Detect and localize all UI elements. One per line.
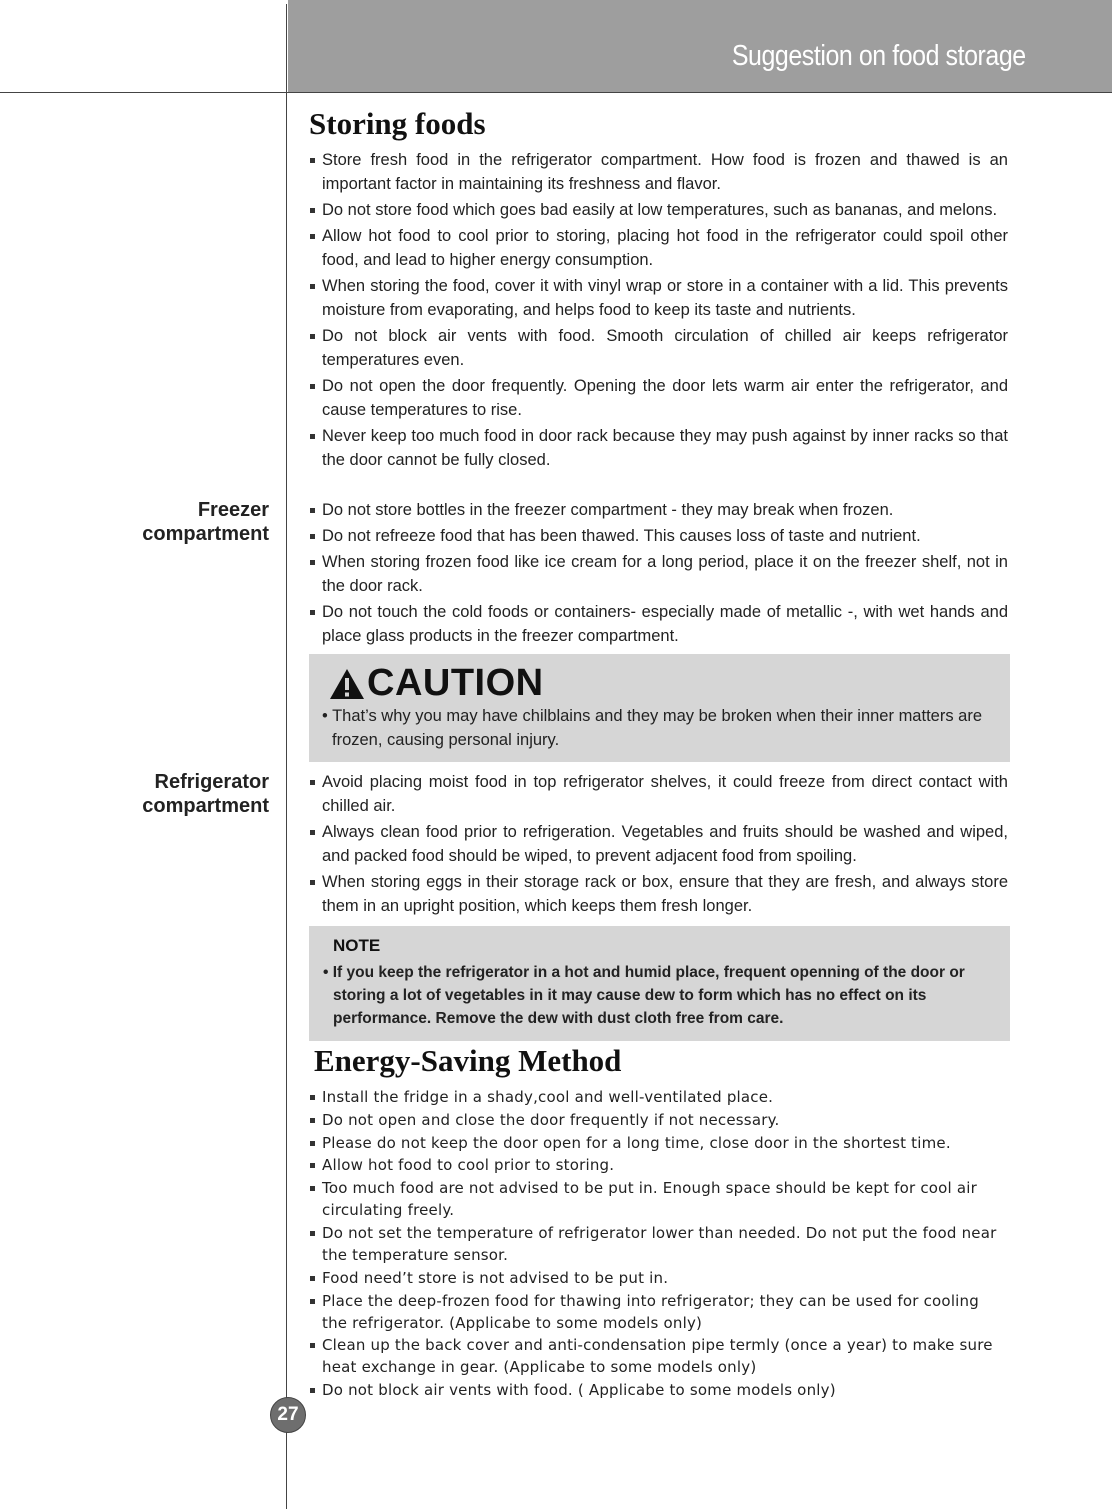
freezer-compartment-label: Freezer compartment	[142, 499, 269, 545]
list-item: Do not touch the cold foods or containers- especially made of metallic -, with wet hands and place glass products in the freezer compartment.	[310, 600, 1008, 648]
warning-icon	[329, 668, 365, 700]
refrigerator-storage-list	[310, 770, 1008, 920]
page-title: Suggestion on food storage	[732, 40, 1026, 72]
list-item: Store fresh food in the refrigerator compartment. How food is frozen and thawed is an important factor in maintaining its freshness and flavor.	[310, 148, 1008, 196]
header-bar	[288, 0, 1112, 92]
list-item: Food need’t store is not advised to be put in.	[310, 1267, 1008, 1289]
list-item: Do not set the temperature of refrigerator lower than needed. Do not put the food near the temperature sensor.	[310, 1222, 1008, 1266]
general-storage-list	[310, 148, 1008, 474]
list-item: When storing the food, cover it with vinyl wrap or store in a container with a lid. This prevents moisture from evaporating, and helps food to keep its taste and nutrients.	[310, 274, 1008, 322]
list-item: Avoid placing moist food in top refrigerator shelves, it could freeze from direct contact with chilled air.	[310, 770, 1008, 818]
note-box	[309, 926, 1010, 1041]
list-item: Do not refreeze food that has been thawed. This causes loss of taste and nutrient.	[310, 524, 1008, 548]
list-item: Too much food are not advised to be put in. Enough space should be kept for cool air circulating freely.	[310, 1177, 1008, 1221]
list-item: Please do not keep the door open for a long time, close door in the shortest time.	[310, 1132, 1008, 1154]
energy-saving-list	[310, 1086, 1008, 1402]
list-item: Clean up the back cover and anti-condensation pipe termly (once a year) to make sure heat exchange in gear. (Applicabe to some models only)	[310, 1334, 1008, 1378]
list-item: Do not block air vents with food. Smooth circulation of chilled air keeps refrigerator temperatures even.	[310, 324, 1008, 372]
list-item: Place the deep-frozen food for thawing into refrigerator; they can be used for cooling the refrigerator. (Applicabe to some models only)	[310, 1290, 1008, 1334]
freezer-storage-list	[310, 498, 1008, 650]
list-item: Do not store food which goes bad easily at low temperatures, such as bananas, and melons.	[310, 198, 1008, 222]
energy-saving-heading: Energy-Saving Method	[314, 1043, 622, 1078]
list-item: When storing frozen food like ice cream for a long period, place it on the freezer shelf, not in the door rack.	[310, 550, 1008, 598]
caution-box	[309, 654, 1010, 762]
caution-title: CAUTION	[329, 662, 544, 705]
note-text: • If you keep the refrigerator in a hot and humid place, frequent openning of the door or storing a lot of vegetables in it may cause dew to form which has no effect on its performance. Remove the dew with dust cloth free from care.	[323, 964, 965, 1027]
list-item: Always clean food prior to refrigeration. Vegetables and fruits should be washed and wiped, and packed food should be wiped, to prevent adjacent food from spoiling.	[310, 820, 1008, 868]
list-item: Do not block air vents with food. ( Applicabe to some models only)	[310, 1379, 1008, 1401]
column-divider	[286, 4, 287, 1509]
list-item: When storing eggs in their storage rack or box, ensure that they are fresh, and always store them in an upright position, which keeps them fresh longer.	[310, 870, 1008, 918]
refrigerator-compartment-label: Refrigerator compartment	[142, 771, 269, 817]
header-divider	[0, 92, 1112, 93]
list-item: Do not open and close the door frequently if not necessary.	[310, 1109, 1008, 1131]
caution-text: • That’s why you may have chilblains and they may be broken when their inner matters are frozen, causing personal injury.	[322, 707, 983, 749]
storing-foods-heading: Storing foods	[309, 106, 486, 141]
list-item: Allow hot food to cool prior to storing, placing hot food in the refrigerator could spoil other food, and lead to higher energy consumption.	[310, 224, 1008, 272]
note-title: NOTE	[333, 936, 381, 955]
list-item: Install the fridge in a shady,cool and well-ventilated place.	[310, 1086, 1008, 1108]
list-item: Allow hot food to cool prior to storing.	[310, 1154, 1008, 1176]
page-number: 27	[270, 1397, 306, 1433]
list-item: Do not store bottles in the freezer compartment - they may break when frozen.	[310, 498, 1008, 522]
list-item: Do not open the door frequently. Opening the door lets warm air enter the refrigerator, and cause temperatures to rise.	[310, 374, 1008, 422]
list-item: Never keep too much food in door rack because they may push against by inner racks so that the door cannot be fully closed.	[310, 424, 1008, 472]
